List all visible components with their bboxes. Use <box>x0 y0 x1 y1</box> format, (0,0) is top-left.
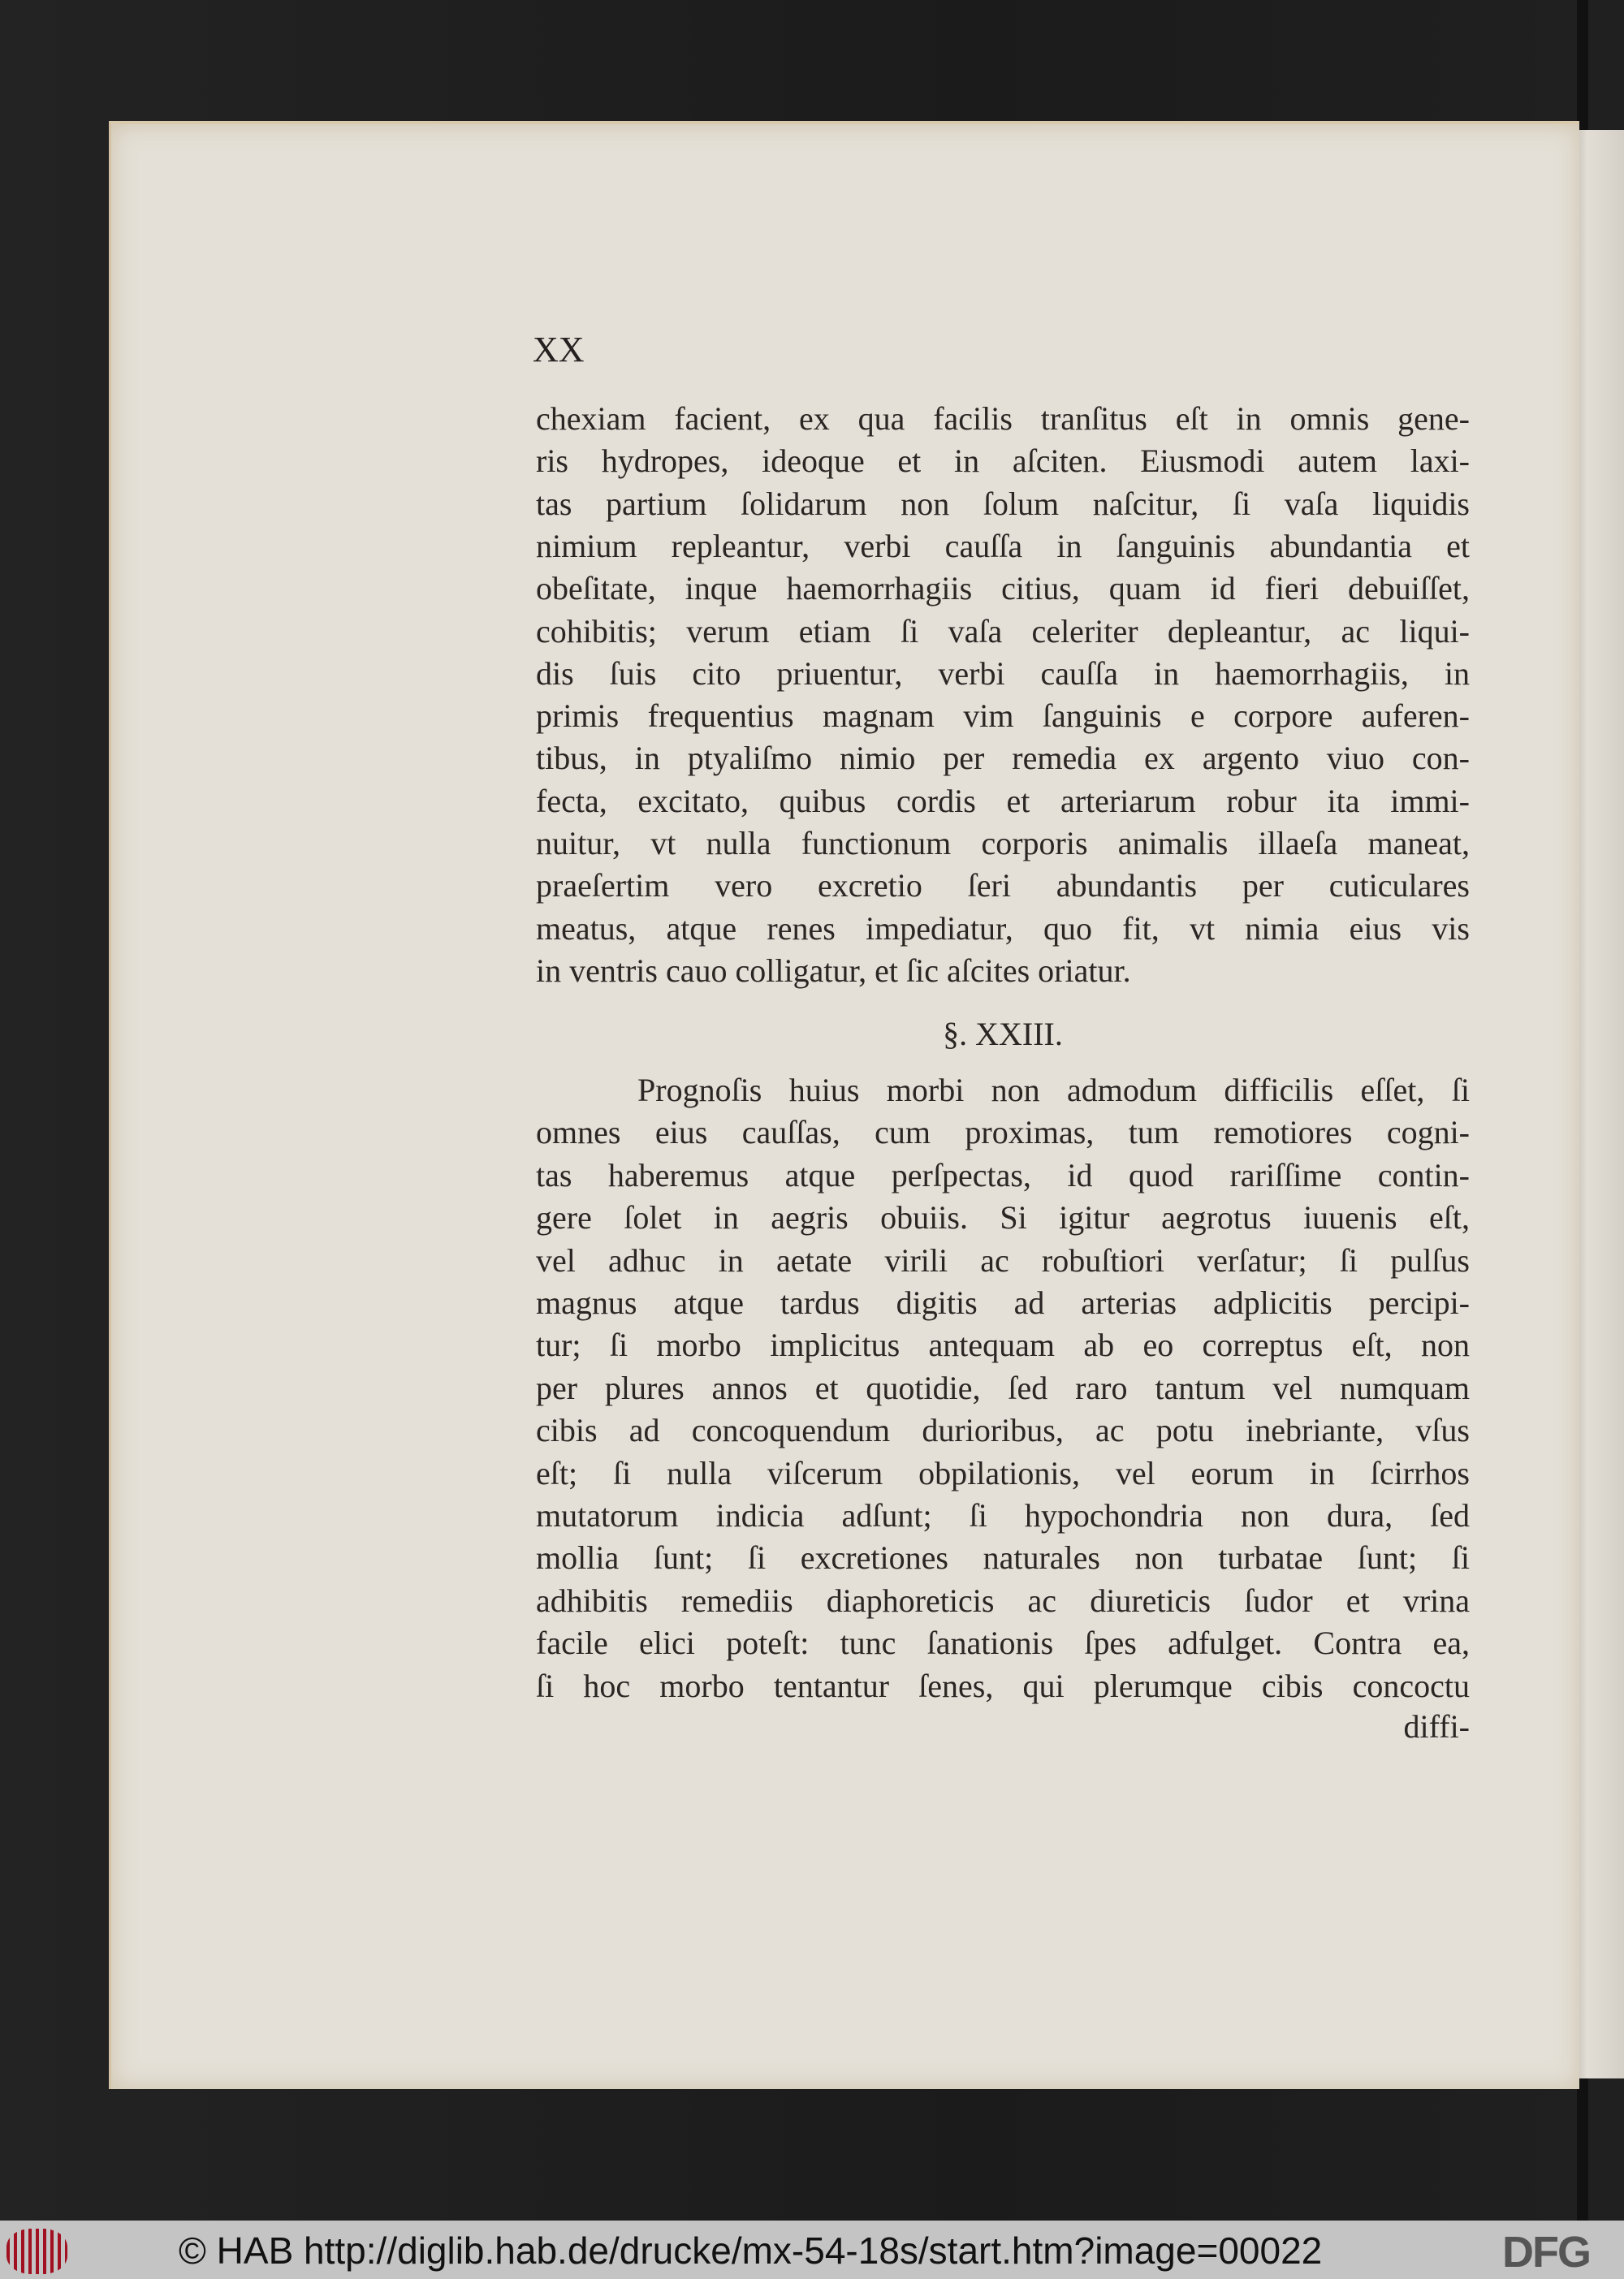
text-line: obeſitate, inque haemorrhagiis citius, quam id fieri debuiſſet, <box>536 570 1470 607</box>
text-line: tas partium ſolidarum non ſolum naſcitur, ſi vaſa liquidis <box>536 485 1470 522</box>
text-line: per plures annos et quotidie, ſed raro tantum vel numquam <box>536 1369 1470 1406</box>
section-heading: §. XXIII. <box>943 1016 1063 1052</box>
catchword: diffi- <box>1403 1708 1470 1745</box>
text-line: praeſertim vero excretio ſeri abundantis per cuticulares <box>536 867 1470 904</box>
text-line: in ventris cauo colligatur, et ſic aſcites oriatur. <box>536 952 1131 989</box>
page-number: XX <box>533 330 585 369</box>
text-line: Prognoſis huius morbi non admodum difficilis eſſet, ſi <box>637 1072 1470 1108</box>
hab-logo <box>6 2229 67 2274</box>
text-line: vel adhuc in aetate virili ac robuſtiori verſatur; ſi pulſus <box>536 1241 1470 1279</box>
text-line: ris hydropes, ideoque et in aſciten. Eiusmodi autem laxi- <box>536 442 1470 480</box>
text-line: gere ſolet in aegris obuiis. Si igitur aegrotus iuuenis eſt, <box>536 1199 1470 1237</box>
text-line: dis ſuis cito priuentur, verbi cauſſa in haemorrhagiis, in <box>536 654 1470 692</box>
text-line: chexiam facient, ex qua facilis tranſitus eſt in omnis gene- <box>536 400 1470 437</box>
text-line: nimium repleantur, verbi cauſſa in ſanguinis abundantia et <box>536 527 1470 564</box>
text-line: tas haberemus atque perſpectas, id quod rariſſime contin- <box>536 1156 1470 1193</box>
dfg-logo: DFG <box>1502 2228 1590 2277</box>
text-line: tibus, in ptyaliſmo nimio per remedia ex argento viuo con- <box>536 740 1470 777</box>
text-line: eſt; ſi nulla viſcerum obpilationis, vel eorum in ſcirrhos <box>536 1454 1470 1491</box>
text-line: primis frequentius magnam vim ſanguinis e corpore auferen- <box>536 697 1470 735</box>
text-line: omnes eius cauſſas, cum proximas, tum remotiores cogni- <box>536 1114 1470 1151</box>
text-line: magnus atque tardus digitis ad arterias adplicitis percipi- <box>536 1284 1470 1321</box>
text-line: fecta, excitato, quibus cordis et arteriarum robur ita immi- <box>536 782 1470 819</box>
text-line: ſi hoc morbo tentantur ſenes, qui plerumque cibis concoctu <box>536 1667 1470 1704</box>
credit-link[interactable]: © HAB http://diglib.hab.de/drucke/mx-54-18s/start.htm?image=00022 <box>179 2229 1323 2272</box>
text-line: tur; ſi morbo implicitus antequam ab eo correptus eſt, non <box>536 1327 1470 1364</box>
text-line: cohibitis; verum etiam ſi vaſa celeriter depleantur, ac liqui- <box>536 612 1470 650</box>
text-line: mutatorum indicia adſunt; ſi hypochondria non dura, ſed <box>536 1497 1470 1534</box>
text-line: cibis ad concoquendum durioribus, ac potu inebriante, vſus <box>536 1412 1470 1449</box>
text-line: nuitur, vt nulla functionum corporis animalis illaeſa maneat, <box>536 825 1470 861</box>
text-line: mollia ſunt; ſi excretiones naturales non turbatae ſunt; ſi <box>536 1539 1470 1577</box>
text-line: adhibitis remediis diaphoreticis ac diureticis ſudor et vrina <box>536 1582 1470 1619</box>
footer-bar <box>0 2221 1624 2279</box>
text-line: meatus, atque renes impediatur, quo fit, vt nimia eius vis <box>536 909 1470 947</box>
text-line: facile elici poteſt: tunc ſanationis ſpes adfulget. Contra ea, <box>536 1625 1470 1662</box>
